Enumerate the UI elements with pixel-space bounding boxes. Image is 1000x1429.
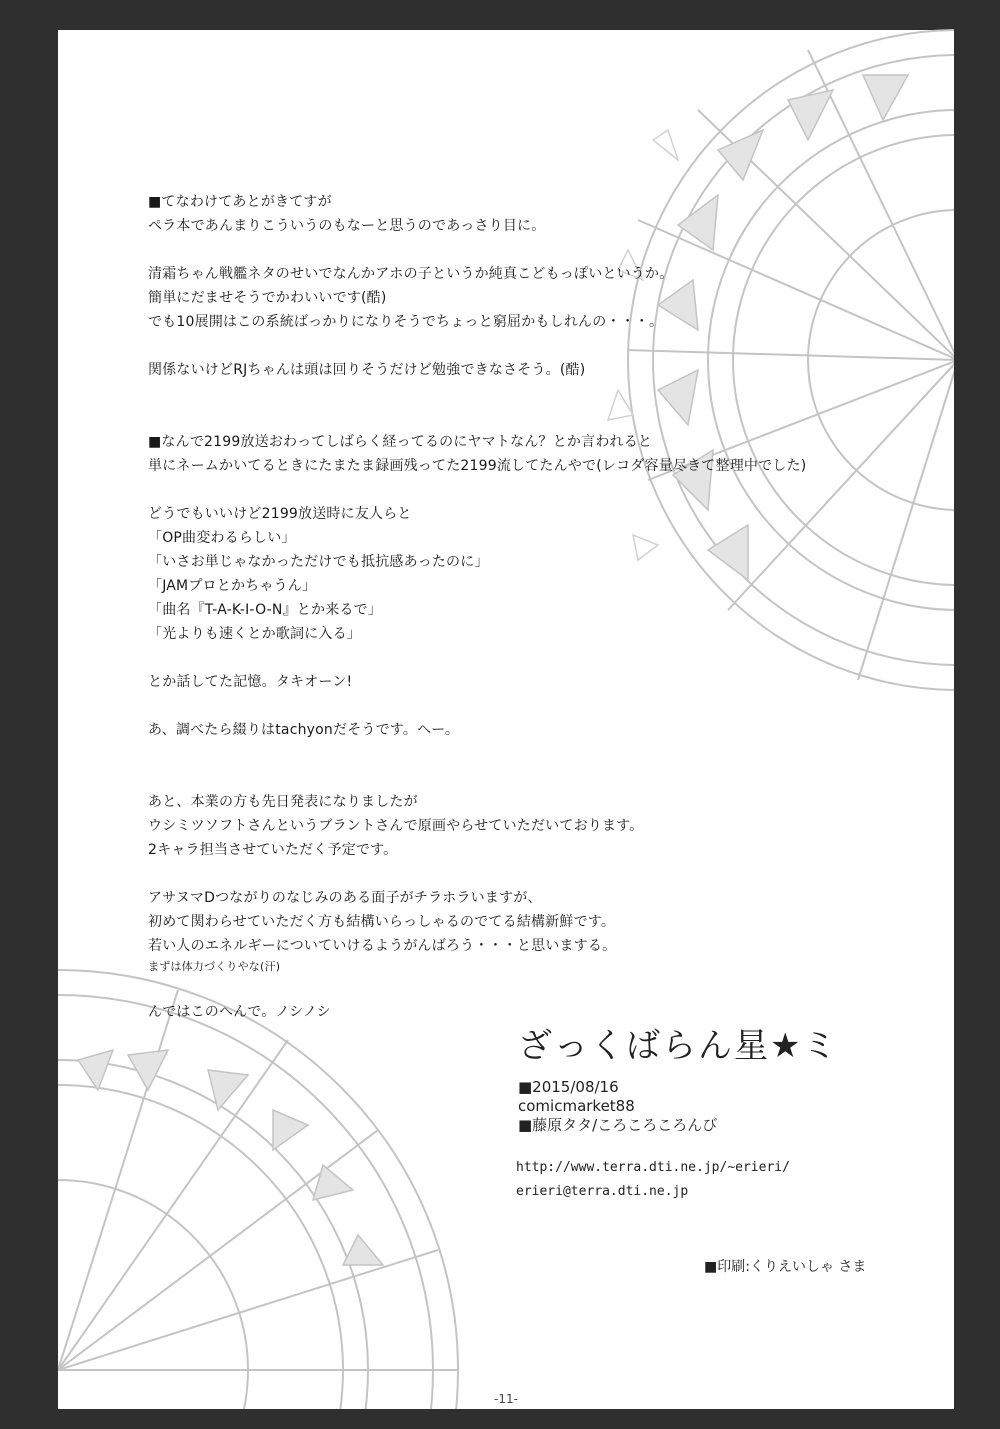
text-line: 「曲名『T-A-K-I-O-N』とか来るで」 [148,602,382,618]
text-line: ■てなわけてあとがきてすが [148,194,332,210]
text-line: 清霜ちゃん戦艦ネタのせいでなんかアホの子というか純真こどもっぽいというか。 [148,266,674,282]
text-line: どうでもいいけど2199放送時に友人らと [148,506,412,522]
colophon-contacts [516,1156,790,1204]
text-line: 2キャラ担当させていただく予定です。 [148,842,398,858]
text-line: あ、調べたら綴りはtachyonだそうです。へー。 [148,722,460,738]
text-line: 単にネームかいてるときにたまたま録画残ってた2199流してたんやで(レコダ容量尽きて整理中でした) [148,458,807,474]
text-line-small: まずは体力づくりやな(汗) [148,960,281,973]
text-line: ■なんで2199放送おわってしばらく経ってるのにヤマトなん？とか言われると [148,434,653,450]
colophon-date: ■2015/08/16 [518,1078,619,1096]
text-line: 関係ないけどRJちゃんは頭は回りそうだけど勉強できなさそう。(酷) [148,362,586,378]
afterword-paragraph-2 [148,262,868,334]
text-line: でも10展開はこの系統ばっかりになりそうでちょっと窮屈かもしれんの・・・。 [148,314,664,330]
page-number: -11- [494,1392,518,1406]
colophon-info [518,1078,717,1135]
text-line: ペラ本であんまりこういうのもなーと思うのであっさり目に。 [148,218,546,234]
text-line: 「JAMプロとかちゃうん」 [148,578,317,594]
afterword-paragraph-9 [148,886,868,976]
colophon-event: comicmarket88 [518,1097,635,1115]
text-line: ウシミツソフトさんというブラントさんで原画やらせていただいております。 [148,818,644,834]
afterword-text [148,190,868,1024]
afterword-paragraph-6 [148,670,868,694]
afterword-paragraph-1 [148,190,868,238]
afterword-paragraph-7 [148,718,868,742]
website-url[interactable]: http://www.terra.dti.ne.jp/~erieri/ [516,1160,790,1175]
afterword-paragraph-4 [148,430,868,478]
text-line: 若い人のエネルギーについていけるようがんばろう・・・と思いまする。 [148,938,617,954]
email-address[interactable]: erieri@terra.dti.ne.jp [516,1184,689,1199]
text-line: あと、本業の方も先日発表になりましたが [148,794,418,810]
text-line: 簡単にだませそうでかわいいです(酷) [148,290,387,306]
afterword-paragraph-3 [148,358,868,382]
printer-credit: ■印刷:くりえいしゃ さま [704,1259,867,1275]
afterword-paragraph-8 [148,790,868,862]
paper-sheet [58,30,954,1409]
text-line: とか話してた記憶。タキオーン! [148,674,353,690]
text-line: アサヌマDつながりのなじみのある面子がチラホラいますが、 [148,890,542,906]
scan-border-left [0,0,58,1429]
text-line: 「いさお単じゃなかっただけでも抵抗感あったのに」 [148,554,489,570]
scan-border-bottom [0,1409,1000,1429]
colophon-authors: ■藤原タタ/ころころころんび [518,1116,718,1134]
text-line: 「OP曲変わるらしい」 [148,530,296,546]
afterword-paragraph-5 [148,502,868,646]
circle-title: ざっくばらん星★ミ [518,1026,839,1066]
text-line: んではこのへんで。ノシノシ [148,1004,331,1020]
text-line: 初めて関わらせていただく方も結構いらっしゃるのでてる結構新鮮です。 [148,914,616,930]
text-line: 「光よりも速くとか歌詞に入る」 [148,626,361,642]
scan-border-right [954,0,1000,1429]
